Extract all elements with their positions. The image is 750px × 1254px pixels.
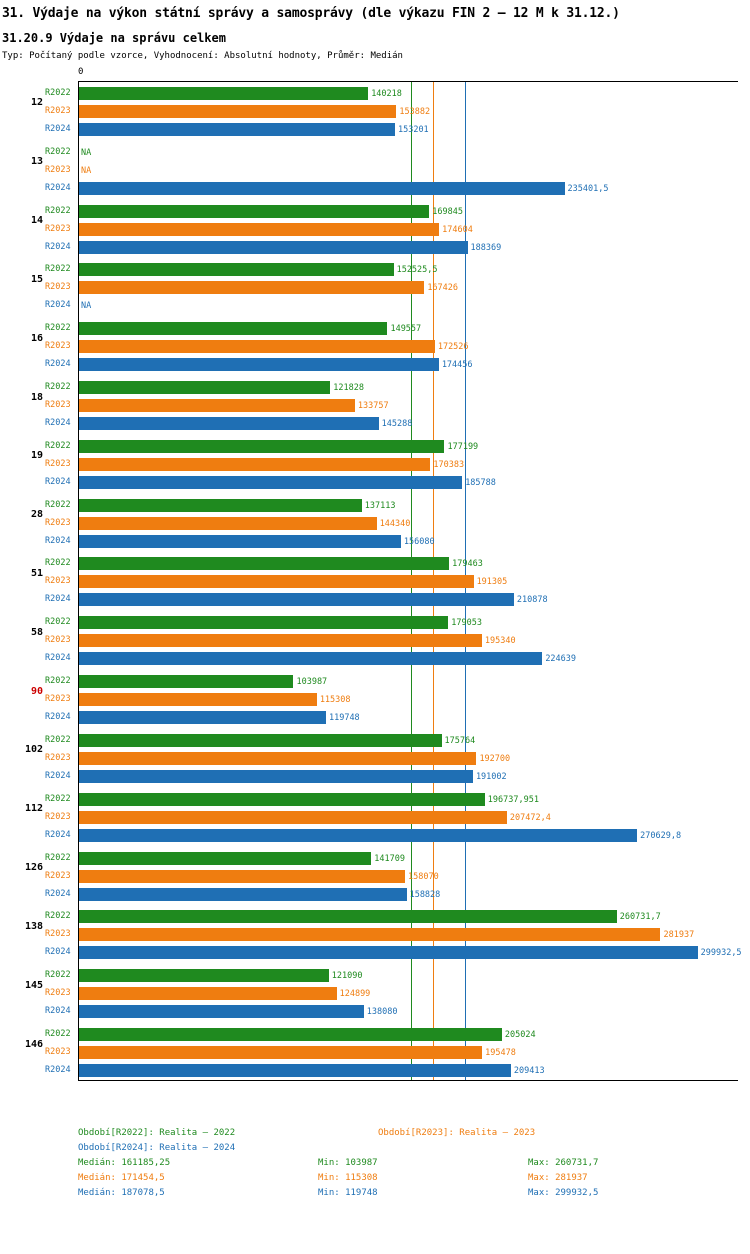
bar-value-label: 121828	[333, 383, 364, 394]
bar-group	[24, 906, 742, 965]
series-label-r2024: R2024	[45, 594, 71, 605]
series-label-r2022: R2022	[45, 558, 71, 569]
bar-row	[45, 281, 739, 294]
bar-group	[30, 141, 738, 200]
series-label-r2023: R2023	[45, 811, 71, 822]
bar-group	[30, 611, 738, 670]
bar-r2024[interactable]	[79, 946, 698, 959]
category-label-146: 146	[24, 1038, 43, 1050]
bar-r2023[interactable]	[79, 458, 430, 471]
series-label-r2023: R2023	[45, 282, 71, 293]
bar-r2022[interactable]	[79, 675, 293, 688]
bar-row	[45, 241, 739, 254]
series-label-r2023: R2023	[45, 988, 71, 999]
bar-value-label: 172526	[437, 342, 469, 353]
bar-r2024[interactable]	[79, 888, 407, 901]
legend-item-0[interactable]: Období[R2022]: Realita – 2022	[78, 1128, 236, 1138]
bar-value-label: 119748	[328, 713, 360, 724]
bar-value-na: NA	[81, 147, 92, 158]
bar-value-label: 145288	[381, 419, 413, 430]
series-label-r2023: R2023	[45, 1047, 71, 1058]
category-label-145: 145	[24, 979, 43, 991]
bar-row	[45, 575, 739, 588]
bar-row	[45, 164, 739, 177]
series-label-r2022: R2022	[45, 734, 71, 745]
category-label-126: 126	[24, 862, 43, 874]
bar-value-label: 169845	[432, 206, 464, 217]
axis-origin-label: 0	[78, 67, 84, 77]
chart-subtitle: 31.20.9 Výdaje na správu celkem	[2, 31, 226, 45]
bar-row	[45, 1005, 739, 1018]
bar-value-label: 299932,5	[700, 948, 742, 959]
bar-value-label: 209413	[513, 1066, 545, 1077]
bar-value-label: 174604	[442, 224, 473, 235]
bar-row	[45, 634, 739, 647]
bar-row	[45, 870, 739, 883]
bar-r2024[interactable]	[79, 241, 468, 254]
bar-r2024[interactable]	[79, 123, 395, 136]
series-label-r2024: R2024	[45, 182, 71, 193]
bar-row	[45, 752, 739, 765]
bar-row	[45, 340, 739, 353]
bar-r2023[interactable]	[79, 928, 660, 941]
series-label-r2022: R2022	[45, 499, 71, 510]
legend-stat-max: Max: 281937	[528, 1173, 588, 1183]
bar-value-label: 152525,5	[396, 265, 438, 276]
bar-row	[45, 322, 739, 335]
category-label-112: 112	[24, 803, 43, 815]
series-label-r2022: R2022	[45, 382, 71, 393]
bar-r2023[interactable]	[79, 223, 439, 236]
category-label-14: 14	[30, 215, 43, 227]
bar-value-label: 205024	[504, 1030, 536, 1041]
bar-row	[45, 770, 739, 783]
bar-group	[30, 200, 738, 259]
bar-r2022[interactable]	[79, 1028, 502, 1041]
bar-value-label: 195478	[485, 1048, 516, 1059]
bar-value-label: 167426	[427, 283, 459, 294]
bar-group	[24, 729, 738, 788]
series-label-r2023: R2023	[45, 458, 71, 469]
bar-row	[45, 381, 739, 394]
series-label-r2024: R2024	[45, 1065, 71, 1076]
series-label-r2024: R2024	[45, 829, 71, 840]
bar-r2022[interactable]	[79, 969, 329, 982]
bar-row	[45, 440, 739, 453]
bar-r2022[interactable]	[79, 793, 485, 806]
bar-r2024[interactable]	[79, 182, 565, 195]
bar-value-label: 158828	[409, 889, 441, 900]
bar-r2022[interactable]	[79, 322, 387, 335]
legend-stat-min: Min: 119748	[318, 1188, 378, 1198]
bar-value-label: 179463	[452, 559, 483, 570]
bar-value-label: 140218	[371, 88, 402, 99]
bar-value-label: 235401,5	[567, 183, 609, 194]
bar-group	[30, 376, 738, 435]
series-label-r2022: R2022	[45, 146, 71, 157]
bar-value-label: 207472,4	[509, 812, 551, 823]
bar-value-label: 153882	[399, 106, 431, 117]
bar-r2022[interactable]	[79, 616, 448, 629]
bar-r2024[interactable]	[79, 593, 514, 606]
bar-r2022[interactable]	[79, 557, 449, 570]
bar-row	[45, 1028, 739, 1041]
bar-r2024[interactable]	[79, 829, 637, 842]
series-label-r2022: R2022	[45, 264, 71, 275]
series-label-r2024: R2024	[45, 418, 71, 429]
category-label-138: 138	[24, 920, 43, 932]
bar-r2022[interactable]	[79, 910, 617, 923]
series-label-r2024: R2024	[45, 241, 71, 252]
series-label-r2022: R2022	[45, 970, 71, 981]
bar-r2022[interactable]	[79, 87, 368, 100]
bar-value-label: 121090	[331, 971, 363, 982]
series-label-r2023: R2023	[45, 694, 71, 705]
bar-group	[30, 82, 738, 141]
bar-row	[45, 910, 739, 923]
bar-r2022[interactable]	[79, 205, 429, 218]
legend-stats-row	[78, 1173, 738, 1188]
bar-r2024[interactable]	[79, 1005, 364, 1018]
bar-row	[45, 969, 739, 982]
bar-row	[45, 87, 739, 100]
bar-row	[45, 205, 739, 218]
category-label-51: 51	[30, 567, 43, 579]
bar-r2022[interactable]	[79, 499, 362, 512]
bar-value-label: 133757	[357, 401, 389, 412]
legend-stat-median: Medián: 171454,5	[78, 1173, 165, 1183]
bar-value-label: 260731,7	[619, 912, 661, 923]
series-label-r2022: R2022	[45, 440, 71, 451]
series-label-r2024: R2024	[45, 947, 71, 958]
series-label-r2024: R2024	[45, 1006, 71, 1017]
bar-value-label: 170383	[433, 459, 465, 470]
bar-row	[45, 458, 739, 471]
bar-value-label: 158070	[408, 871, 439, 882]
bar-row	[45, 593, 739, 606]
series-label-r2024: R2024	[45, 535, 71, 546]
legend-row	[78, 1143, 738, 1158]
chart-area	[0, 67, 750, 1087]
bar-group	[30, 670, 738, 729]
bar-value-label: 144340	[379, 518, 411, 529]
bar-row	[45, 223, 739, 236]
bar-row	[45, 734, 739, 747]
bar-row	[45, 146, 739, 159]
series-label-r2023: R2023	[45, 223, 71, 234]
bar-value-label: 224639	[545, 654, 577, 665]
series-label-r2024: R2024	[45, 359, 71, 370]
bar-group	[24, 788, 738, 847]
bar-value-label: 138080	[366, 1007, 398, 1018]
bar-r2023[interactable]	[79, 517, 377, 530]
series-label-r2023: R2023	[45, 164, 71, 175]
bar-r2023[interactable]	[79, 634, 482, 647]
bar-group	[24, 964, 738, 1023]
series-label-r2022: R2022	[45, 87, 71, 98]
bar-r2024[interactable]	[79, 535, 401, 548]
legend-item-1[interactable]: Období[R2023]: Realita – 2023	[378, 1128, 536, 1138]
category-label-28: 28	[30, 509, 43, 521]
bar-r2023[interactable]	[79, 340, 435, 353]
series-label-r2023: R2023	[45, 929, 71, 940]
bar-group	[24, 847, 738, 906]
legend-stat-min: Min: 115308	[318, 1173, 378, 1183]
series-label-r2024: R2024	[45, 476, 71, 487]
series-label-r2022: R2022	[45, 205, 71, 216]
series-label-r2022: R2022	[45, 852, 71, 863]
series-label-r2022: R2022	[45, 1029, 71, 1040]
bar-r2023[interactable]	[79, 811, 507, 824]
bar-r2024[interactable]	[79, 358, 439, 371]
legend-stat-max: Max: 299932,5	[528, 1188, 599, 1198]
bar-r2023[interactable]	[79, 987, 337, 1000]
bar-value-label: 179053	[451, 618, 482, 629]
series-label-r2024: R2024	[45, 653, 71, 664]
bar-r2023[interactable]	[79, 870, 405, 883]
bar-row	[45, 499, 739, 512]
bar-row	[45, 793, 739, 806]
bar-r2023[interactable]	[79, 399, 355, 412]
bar-value-label: 175764	[444, 735, 476, 746]
bar-r2022[interactable]	[79, 263, 394, 276]
bar-r2023[interactable]	[79, 105, 396, 118]
bar-value-label: 196737,951	[487, 794, 539, 805]
bar-row	[45, 652, 739, 665]
bar-group	[30, 258, 738, 317]
bar-row	[45, 263, 739, 276]
bar-r2022[interactable]	[79, 852, 371, 865]
bar-row	[45, 517, 739, 530]
bar-r2022[interactable]	[79, 734, 442, 747]
bar-r2023[interactable]	[79, 281, 424, 294]
series-label-r2023: R2023	[45, 517, 71, 528]
plot-canvas	[24, 81, 742, 1081]
bar-value-label: 188369	[470, 242, 502, 253]
bar-value-label: 103987	[296, 677, 328, 688]
bar-value-label: 195340	[484, 636, 516, 647]
category-label-90: 90	[30, 685, 43, 697]
series-label-r2024: R2024	[45, 770, 71, 781]
bar-value-label: 191002	[475, 771, 507, 782]
bar-value-label: 185788	[465, 477, 496, 488]
bar-row	[45, 987, 739, 1000]
bar-r2023[interactable]	[79, 575, 474, 588]
bar-row	[45, 811, 739, 824]
category-label-102: 102	[24, 744, 43, 756]
bar-group	[30, 317, 738, 376]
bar-value-label: 124899	[339, 989, 371, 1000]
category-label-13: 13	[30, 156, 43, 168]
legend-stat-median: Medián: 187078,5	[78, 1188, 165, 1198]
bar-r2024[interactable]	[79, 652, 542, 665]
bar-value-na: NA	[81, 165, 92, 176]
series-label-r2022: R2022	[45, 676, 71, 687]
bar-row	[45, 928, 739, 941]
page-title: 31. Výdaje na výkon státní správy a samosprávy (dle výkazu FIN 2 – 12 M k 31.12.)	[2, 6, 620, 21]
bar-r2024[interactable]	[79, 417, 379, 430]
bar-value-label: 174456	[441, 360, 473, 371]
category-label-19: 19	[30, 450, 43, 462]
bar-row	[45, 476, 739, 489]
bar-group	[30, 494, 738, 553]
series-label-r2024: R2024	[45, 888, 71, 899]
bar-value-label: 210878	[516, 595, 548, 606]
bar-value-label: 149557	[390, 324, 422, 335]
legend-stat-median: Medián: 161185,25	[78, 1158, 171, 1168]
legend-stat-min: Min: 103987	[318, 1158, 378, 1168]
series-label-r2022: R2022	[45, 323, 71, 334]
bar-row	[45, 852, 739, 865]
series-label-r2023: R2023	[45, 341, 71, 352]
bar-row	[45, 399, 739, 412]
legend-stats-row	[78, 1158, 738, 1173]
bar-group	[30, 553, 738, 612]
series-label-r2022: R2022	[45, 617, 71, 628]
legend-stat-max: Max: 260731,7	[528, 1158, 599, 1168]
bar-r2024[interactable]	[79, 711, 326, 724]
series-label-r2023: R2023	[45, 400, 71, 411]
series-label-r2023: R2023	[45, 752, 71, 763]
bar-row	[45, 535, 739, 548]
bar-row	[45, 829, 739, 842]
bar-row	[45, 675, 739, 688]
bar-group	[24, 1023, 738, 1082]
series-label-r2023: R2023	[45, 576, 71, 587]
bar-r2023[interactable]	[79, 1046, 482, 1059]
bar-row	[45, 1046, 739, 1059]
bar-row	[45, 358, 739, 371]
bar-r2022[interactable]	[79, 440, 444, 453]
bar-r2024[interactable]	[79, 476, 462, 489]
bar-value-label: 270629,8	[640, 830, 682, 841]
bar-row	[45, 417, 739, 430]
bar-row	[45, 557, 739, 570]
series-label-r2023: R2023	[45, 105, 71, 116]
series-label-r2023: R2023	[45, 635, 71, 646]
chart-legend	[78, 1128, 738, 1203]
bar-value-label: 192700	[479, 753, 511, 764]
category-label-15: 15	[30, 273, 43, 285]
bar-row	[45, 1064, 739, 1077]
bar-row	[45, 123, 739, 136]
bar-r2024[interactable]	[79, 770, 473, 783]
series-label-r2024: R2024	[45, 300, 71, 311]
category-label-58: 58	[30, 626, 43, 638]
chart-type-line: Typ: Počítaný podle vzorce, Vyhodnocení: Absolutní hodnoty, Průměr: Medián	[2, 51, 403, 61]
bar-row	[45, 105, 739, 118]
bar-row	[45, 299, 739, 312]
bar-value-label: 177199	[447, 441, 479, 452]
legend-row	[78, 1128, 738, 1143]
category-label-18: 18	[30, 391, 43, 403]
bar-r2023[interactable]	[79, 752, 476, 765]
category-label-12: 12	[30, 97, 43, 109]
legend-item-2[interactable]: Období[R2024]: Realita – 2024	[78, 1143, 236, 1153]
bar-row	[45, 946, 742, 959]
bar-value-na: NA	[81, 301, 92, 312]
bar-r2023[interactable]	[79, 693, 317, 706]
bar-group	[30, 435, 738, 494]
bar-row	[45, 711, 739, 724]
bar-value-label: 115308	[319, 695, 351, 706]
bar-value-label: 191305	[476, 577, 508, 588]
bar-row	[45, 693, 739, 706]
bar-row	[45, 616, 739, 629]
bar-value-label: 156080	[403, 536, 435, 547]
bar-value-label: 153201	[397, 124, 429, 135]
category-label-16: 16	[30, 332, 43, 344]
series-label-r2024: R2024	[45, 712, 71, 723]
series-label-r2022: R2022	[45, 911, 71, 922]
bar-r2022[interactable]	[79, 381, 330, 394]
bar-value-label: 281937	[663, 930, 695, 941]
bar-row	[45, 888, 739, 901]
bar-value-label: 141709	[374, 853, 405, 864]
series-label-r2024: R2024	[45, 123, 71, 134]
series-label-r2023: R2023	[45, 870, 71, 881]
bar-r2024[interactable]	[79, 1064, 511, 1077]
bar-value-label: 137113	[364, 500, 396, 511]
series-label-r2022: R2022	[45, 793, 71, 804]
bar-row	[45, 182, 739, 195]
legend-stats-row	[78, 1188, 738, 1203]
